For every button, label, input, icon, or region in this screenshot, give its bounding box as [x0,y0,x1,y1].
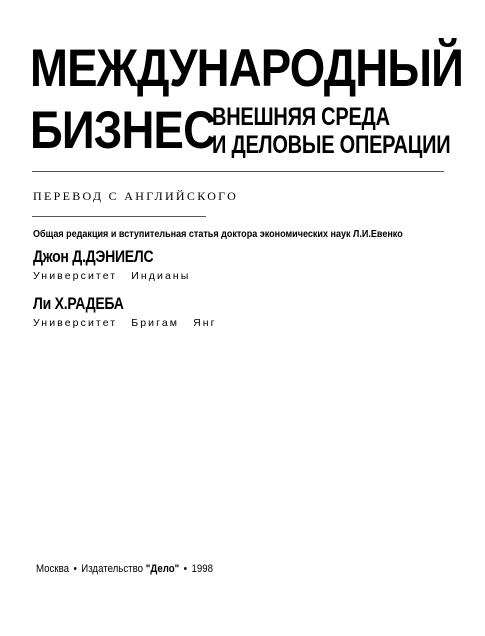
title-divider [32,171,444,172]
title-line-1: МЕЖДУНАРОДНЫЙ [30,39,464,98]
author-name: Ли Х.РАДЕБА [33,295,124,313]
author-affiliation: Университет Бригам Янг [33,317,217,329]
subtitle-line-1: ВНЕШНЯЯ СРЕДА [212,103,390,131]
title-line-2: БИЗНЕС [30,101,216,160]
translated-from: ПЕРЕВОД С АНГЛИЙСКОГО [33,189,239,203]
imprint-publisher-name: "Дело" [145,563,180,575]
imprint-year: 1998 [191,563,213,575]
subtitle-line-2: И ДЕЛОВЫЕ ОПЕРАЦИИ [212,131,451,159]
bullet-separator: • [183,563,188,575]
bullet-separator: • [73,563,77,575]
imprint-publisher-prefix: Издательство [81,563,144,575]
translation-divider [32,216,206,217]
author-affiliation: Университет Индианы [33,270,191,282]
author-name: Джон Д.ДЭНИЕЛС [33,248,154,266]
editorial-note: Общая редакция и вступительная статья доктора экономических наук Л.И.Евенко [33,228,403,240]
imprint [36,563,213,575]
imprint-city: Москва [36,563,70,575]
